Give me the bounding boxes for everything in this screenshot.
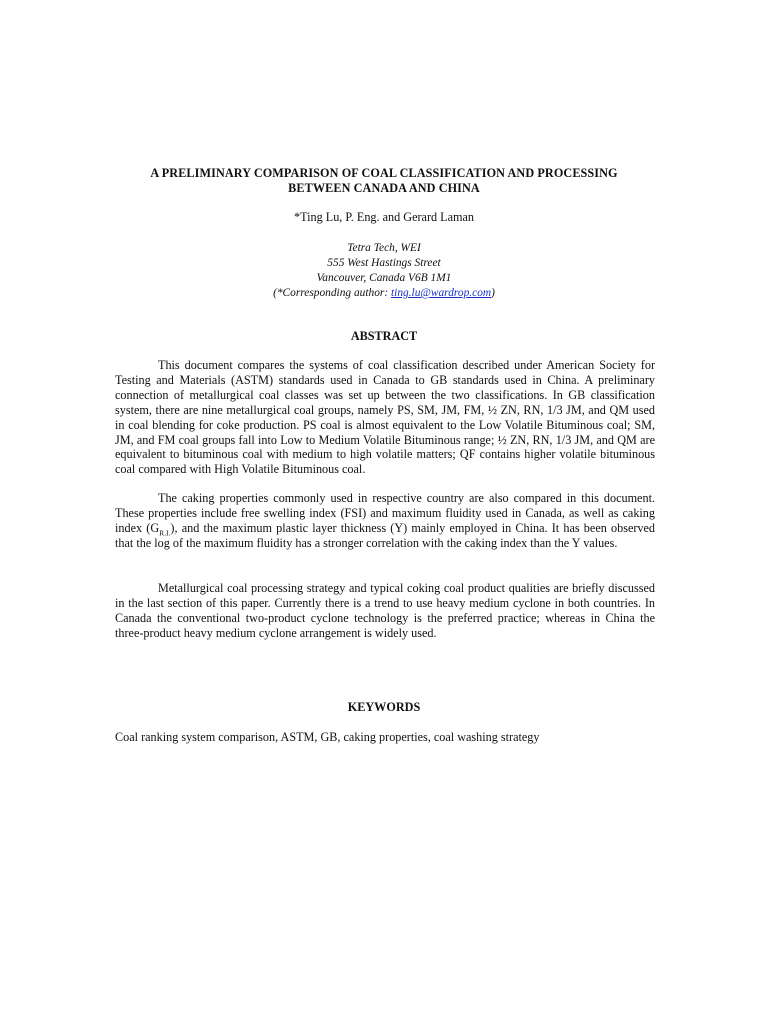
paper-title <box>100 166 668 196</box>
affiliation-block <box>100 241 668 301</box>
affiliation-street: 555 West Hastings Street <box>327 257 441 269</box>
abstract-paragraph-2 <box>115 491 655 551</box>
abstract-paragraph-1 <box>115 358 655 477</box>
caking-index-subscript: R.I. <box>159 528 171 538</box>
author-email-link[interactable]: ting.lu@wardrop.com <box>390 287 492 299</box>
paper-title-line-2: BETWEEN CANADA AND CHINA <box>288 181 480 195</box>
keywords-text: Coal ranking system comparison, ASTM, GB, caking properties, coal washing strategy <box>115 730 540 744</box>
author-list: *Ting Lu, P. Eng. and Gerard Laman <box>294 210 474 224</box>
abstract-paragraph-3 <box>115 581 655 641</box>
abstract-paragraph-2-text-a: The caking properties commonly used in respective country are also compared in this document. These properties include free swelling index (FSI) and maximum fluidity used in Canada, as well as caking index (G <box>115 491 655 535</box>
affiliation-org: Tetra Tech, WEI <box>347 242 421 254</box>
affiliation-city: Vancouver, Canada V6B 1M1 <box>316 272 452 284</box>
abstract-paragraph-1-text: This document compares the systems of coal classification described under American Society for Testing and Materials (ASTM) standards used in Canada to GB standards used in China. A preliminary connection of metallurgical coal classes was set up between the two classifications. In GB classification system, there are nine metallurgical coal groups, namely PS, SM, JM, FM, ½ ZN, RN, 1/3 JM, and QM used in coal blending for coke production. PS coal is almost equivalent to the Low Volatile Bituminous coal; SM, JM, and FM coal groups fall into Low to Medium Volatile Bituminous range; ½ ZN, RN, 1/3 JM, and QM are equivalent to bituminous coal with medium to high volatile matters; QF contains higher volatile bituminous coal compared with High Volatile Bituminous coal. <box>115 358 655 477</box>
keywords-heading: KEYWORDS <box>347 700 421 714</box>
corresponding-prefix: (*Corresponding author: <box>273 287 391 299</box>
corresponding-author-line <box>100 286 668 301</box>
paper-title-line-1: A PRELIMINARY COMPARISON OF COAL CLASSIFICATION AND PROCESSING <box>150 166 618 180</box>
corresponding-suffix: ) <box>491 287 495 299</box>
abstract-paragraph-3-text: Metallurgical coal processing strategy and typical coking coal product qualities are briefly discussed in the last section of this paper. Currently there is a trend to use heavy medium cyclone in both countries. In Canada the conventional two-product cyclone technology is the preferred practice; whereas in China the three-product heavy medium cyclone arrangement is widely used. <box>115 581 655 640</box>
abstract-paragraph-2-text-b: ), and the maximum plastic layer thickness (Y) mainly employed in China. It has been observed that the log of the maximum fluidity has a stronger correlation with the caking index than the Y values. <box>115 520 656 550</box>
abstract-heading: ABSTRACT <box>350 329 418 343</box>
